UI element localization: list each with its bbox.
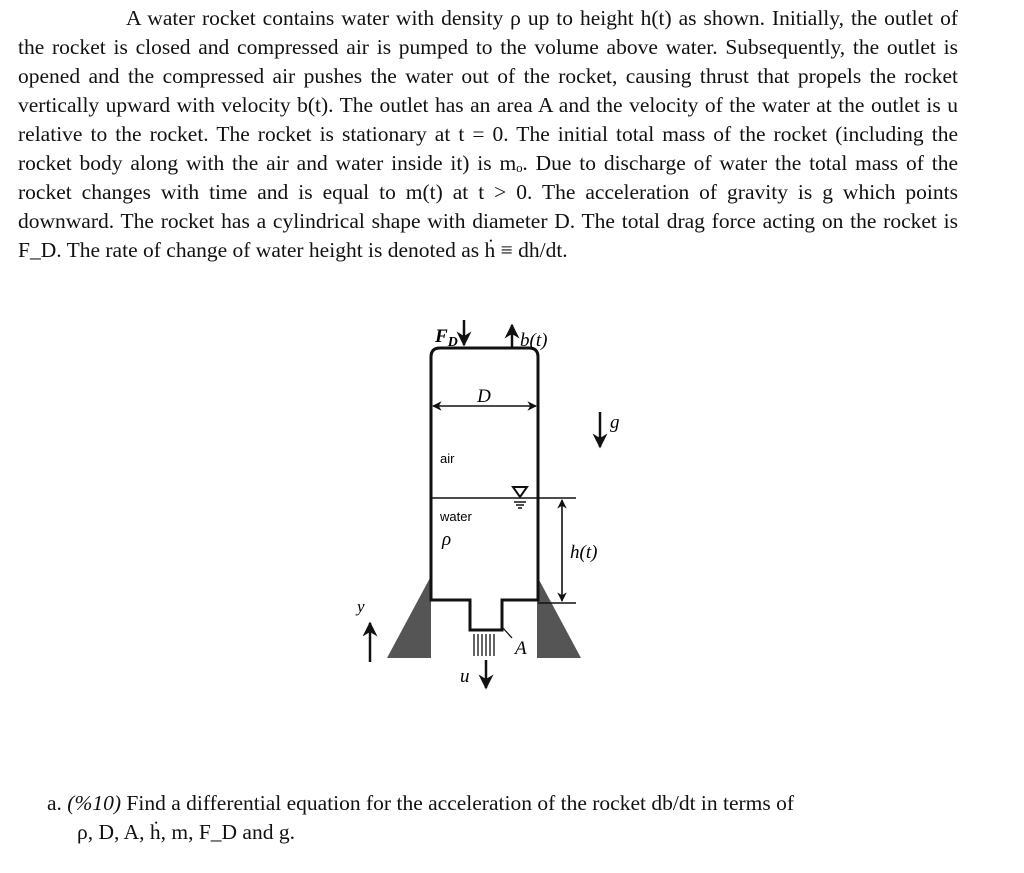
outlet-area-leader: [503, 628, 512, 638]
right-stand-leg: [537, 576, 581, 658]
diameter-label: D: [477, 386, 491, 407]
water-rocket-diagram: [340, 320, 630, 690]
question-marks: (%10): [67, 791, 122, 815]
water-jet: [474, 634, 494, 656]
question-text: Find a differential equation for the acceleration of the rocket db/dt in terms of: [126, 791, 795, 815]
outlet-velocity-label: u: [460, 666, 470, 687]
air-label: air: [440, 451, 455, 466]
problem-statement: A water rocket contains water with density ρ up to height h(t) as shown. Initially, the outlet of the rocket is closed and compressed air is pumped to the volume above water. Subsequently, the outlet is opened and the compressed air pushes the water out of the rocket, causing thrust that propels the rocket vertically upward with velocity b(t). The outlet has an area A and the velocity of the water at the outlet is u relative to the rocket. The rocket is stationary at t = 0. The initial total mass of the rocket (including the rocket body along with the air and water inside it) is mₒ. Due to discharge of water the total mass of the rocket changes with time and is equal to m(t) at t > 0. The acceleration of gravity is g which points downward. The rocket has a cylindrical shape with diameter D. The total drag force acting on the rocket is F_D. The rate of change of water height is denoted as ḣ ≡ dh/dt.: [18, 6, 958, 262]
gravity-label: g: [610, 412, 620, 433]
question-label: a.: [47, 791, 62, 815]
drag-force-label: $F_D$: [435, 326, 458, 350]
question-a-line-1: [47, 789, 959, 818]
water-label: water: [440, 509, 472, 524]
height-label: h(t): [570, 542, 598, 563]
density-label: ρ: [442, 529, 452, 550]
left-stand-leg: [387, 576, 431, 658]
y-axis-label: y: [357, 597, 365, 616]
velocity-label: b(t): [520, 330, 548, 351]
question-variables: ρ, D, A, ḣ, m, F_D and g.: [77, 820, 295, 844]
question-a: [47, 789, 959, 847]
outlet-area-label: A: [515, 638, 527, 659]
